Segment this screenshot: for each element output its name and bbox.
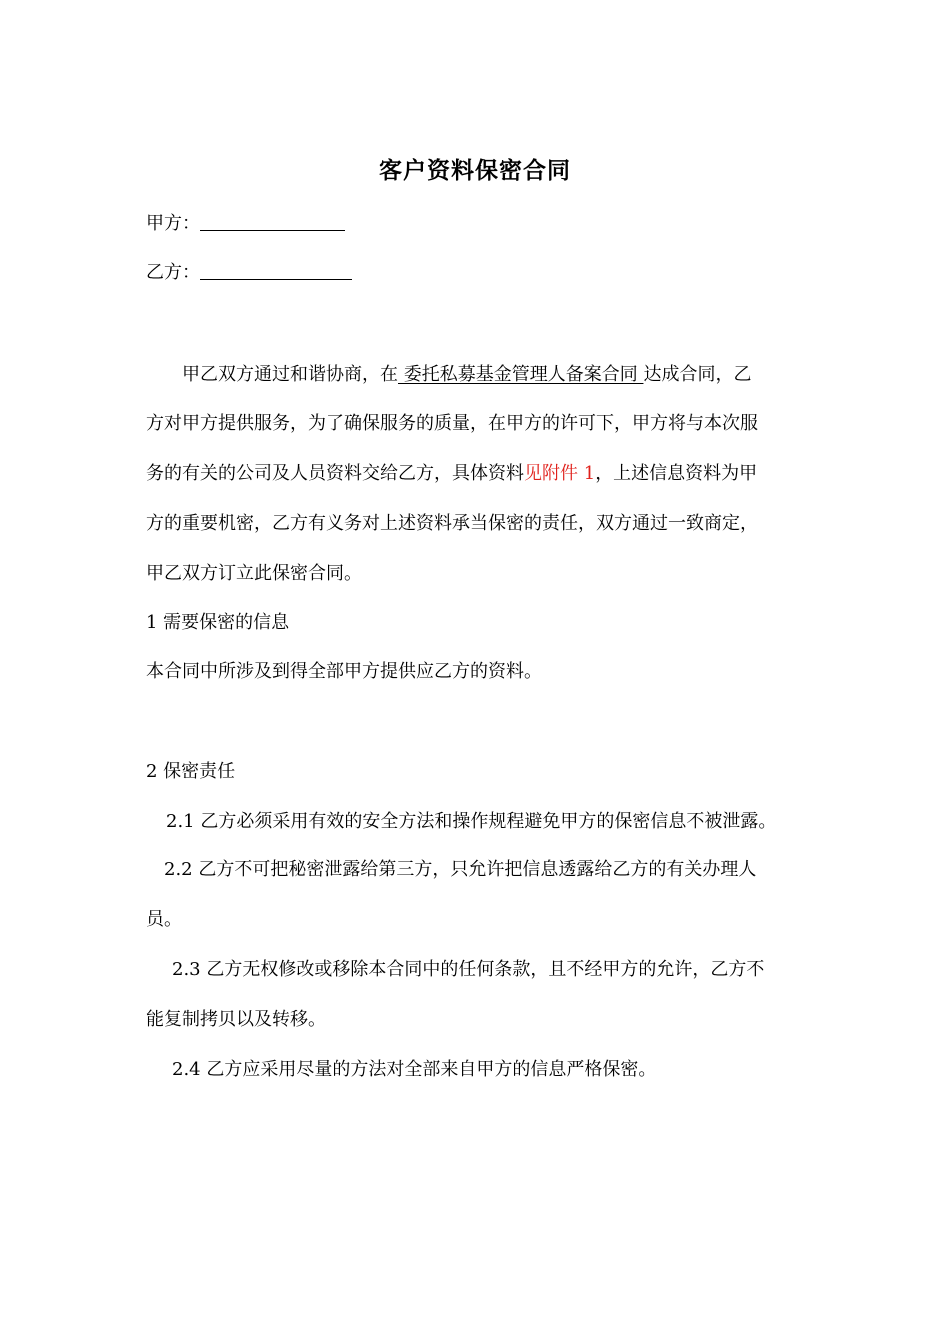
- section-2-item-2-line-1: 2.2 乙方不可把秘密泄露给第三方，只允许把信息透露给乙方的有关办理人: [164, 859, 757, 880]
- section-2-heading: 2 保密责任: [146, 761, 236, 782]
- section-2-item-3-line-2: 能复制拷贝以及转移。: [146, 1009, 326, 1030]
- party-b-line: [146, 260, 352, 286]
- party-b-label: 乙方：: [146, 262, 200, 283]
- section-1-heading: 1 需要保密的信息: [146, 612, 290, 633]
- contract-name-underlined: 委托私募基金管理人备案合同: [398, 364, 644, 385]
- intro-line-4: 方的重要机密，乙方有义务对上述资料承当保密的责任，双方通过一致商定，: [146, 513, 758, 534]
- intro-line-2: 方对甲方提供服务，为了确保服务的质量，在甲方的许可下，甲方将与本次服: [146, 413, 758, 434]
- party-b-blank: [200, 261, 352, 280]
- party-a-label: 甲方：: [146, 213, 200, 234]
- party-a-blank: [200, 212, 345, 231]
- intro-line-5: 甲乙双方订立此保密合同。: [146, 563, 362, 584]
- document-title: 客户资料保密合同: [379, 158, 571, 184]
- section-1-body: 本合同中所涉及到得全部甲方提供应乙方的资料。: [146, 661, 542, 682]
- section-2-item-2-line-2: 员。: [146, 909, 182, 930]
- intro-line-1: 甲乙双方通过和谐协商，在 委托私募基金管理人备案合同 达成合同，乙: [182, 364, 752, 385]
- section-2-item-3-line-1: 2.3 乙方无权修改或移除本合同中的任何条款，且不经甲方的允许，乙方不: [172, 959, 765, 980]
- attachment-reference: 见附件 1: [524, 463, 596, 484]
- section-2-item-4: 2.4 乙方应采用尽量的方法对全部来自甲方的信息严格保密。: [172, 1059, 657, 1080]
- intro-line-3: 务的有关的公司及人员资料交给乙方，具体资料见附件 1，上述信息资料为甲: [146, 463, 758, 484]
- party-a-line: [146, 211, 345, 237]
- section-2-item-1: 2.1 乙方必须采用有效的安全方法和操作规程避免甲方的保密信息不被泄露。: [166, 811, 777, 832]
